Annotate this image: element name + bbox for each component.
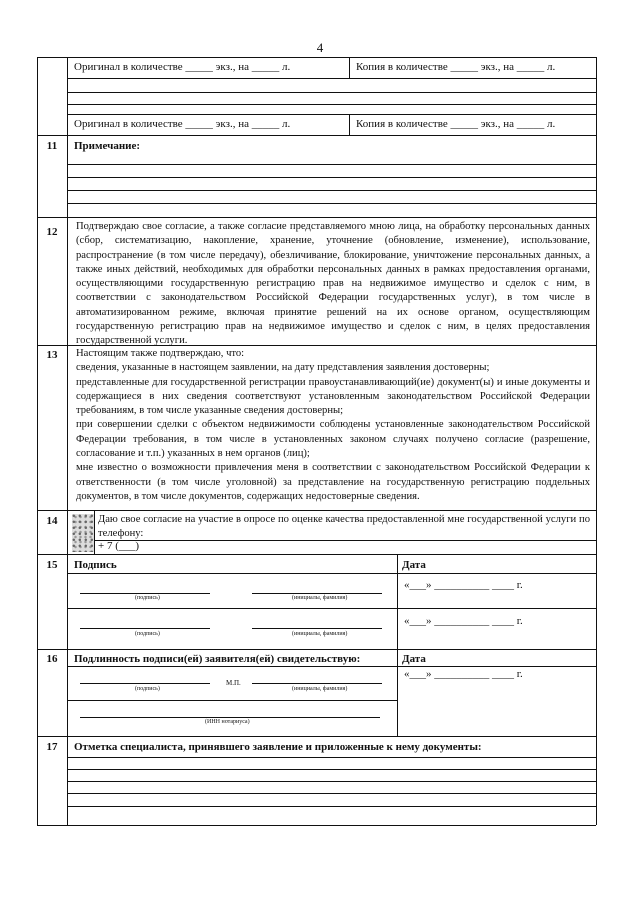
seal-place: М.П. (226, 679, 241, 687)
confirmation-item: представленные для государственной регистрации правоустанавливающий(ие) документ(ы) и иные документы и содержащиеся в них сведения соответствуют установленным законодательством Российской Федерации требованиям, в том числе указанные сведения достоверны; (76, 376, 590, 417)
date-label: Дата (402, 653, 426, 665)
page-number: 4 (316, 40, 324, 55)
row-number: 14 (46, 515, 58, 527)
confirmation-item: мне известно о возможности привлечения меня в соответствии с законодательством Российской Федерации к ответственности (в том числе уголовной) за представление на государственную регистрацию поддельных документов, в том числе документов, содержащих недостоверные сведения. (76, 462, 590, 502)
signature-caption: (подпись) (135, 631, 160, 637)
copy-count-1: Копия в количестве _____ экз., на _____ л. (356, 61, 556, 73)
row-number: 15 (46, 559, 58, 571)
notary-label: Подлинность подписи(ей) заявителя(ей) свидетельствую: (74, 653, 361, 665)
date-field-1[interactable]: «___» __________ ____ г. (404, 579, 523, 591)
row-number: 17 (46, 741, 58, 753)
name-caption: (инициалы, фамилия) (292, 686, 348, 692)
consent-text: Подтверждаю свое согласие, а также согласие представляемого мною лица, на обработку персональных данных (сбор, систематизацию, накопление, хранение, уточнение (обновление, изменение), использование, распространение (в том числе передачу), обезличивание, блокирование, уничтожение персональных данных, а также иных действий, необходимых для обработки персональных данных в рамках предоставления органами, осуществляющими государственную регистрацию прав на недвижимое имущество и сделок с ним, в соответствии с законодательством Российской Федерации государственных услуг), в том числе в автоматизированном режиме, включая принятие решений на их основе органом, осуществляющим государственную регистрацию прав на недвижимое имущество и сделок с ним, в целях предоставления государственной услуги. (76, 221, 590, 347)
phone-field[interactable]: + 7 (___) (98, 540, 140, 552)
date-field-2[interactable]: «___» __________ ____ г. (404, 615, 523, 627)
signature-caption: (подпись) (135, 686, 160, 692)
original-count-1: Оригинал в количестве _____ экз., на _____ л. (74, 61, 291, 73)
copy-count-2: Копия в количестве _____ экз., на _____ л. (356, 118, 556, 130)
note-label: Примечание: (74, 140, 141, 152)
name-caption: (инициалы, фамилия) (292, 631, 348, 637)
row-number: 16 (46, 653, 58, 665)
checkbox-area[interactable] (72, 514, 94, 552)
date-field[interactable]: «___» __________ ____ г. (404, 668, 523, 680)
confirmation-item: сведения, указанные в настоящем заявлении, на дату представления заявления достоверны; (76, 362, 490, 374)
row-number: 13 (46, 349, 58, 361)
date-label: Дата (402, 559, 426, 571)
signature-caption: (подпись) (135, 595, 160, 601)
confirmation-item: при совершении сделки с объектом недвижимости соблюдены установленные законодательством Российской Федерации требования, в том числе в установленных законом случаях получено согласие (разрешение, согласование и т.п.) указанных в нем органов (лиц); (76, 419, 590, 460)
original-count-2: Оригинал в количестве _____ экз., на _____ л. (74, 118, 291, 130)
inn-caption: (ИНН нотариуса) (205, 719, 250, 725)
signature-label: Подпись (74, 559, 117, 571)
confirmation-intro: Настоящим также подтверждаю, что: (76, 348, 245, 359)
specialist-label: Отметка специалиста, принявшего заявление и приложенные к нему документы: (74, 741, 482, 753)
survey-consent-text: Даю свое согласие на участие в опросе по оценке качества предоставленной мне государственной услуги по телефону: (98, 514, 590, 540)
name-caption: (инициалы, фамилия) (292, 595, 348, 601)
row-number: 11 (46, 140, 58, 152)
row-number: 12 (46, 226, 58, 238)
